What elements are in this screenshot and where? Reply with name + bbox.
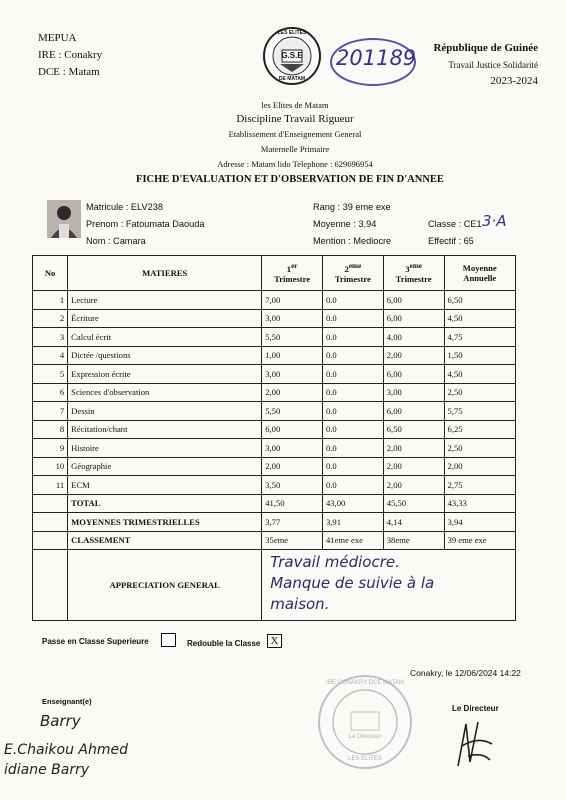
total-t1: 41,50 (262, 494, 323, 513)
appreciation-line-2: Manque de suivie à la (270, 574, 435, 592)
total-moy: 43,33 (444, 494, 515, 513)
student-effectif: Effectif : 65 (428, 236, 474, 246)
table-row (33, 346, 516, 365)
teacher-signature-1: Barry (40, 712, 81, 730)
row-t1: 3,50 (262, 476, 323, 495)
row-no: 5 (33, 365, 68, 384)
row-no: 7 (33, 402, 68, 421)
row-t3: 6,00 (383, 309, 444, 328)
row-t3: 3,00 (383, 383, 444, 402)
appreciation-line-3: maison. (270, 595, 330, 613)
row-no: 1 (33, 291, 68, 310)
student-nom: Nom : Camara (86, 236, 146, 246)
row-moy: 4,75 (444, 328, 515, 347)
school-address: Adresse : Matam lido Telephone : 629696954 (217, 159, 373, 169)
passe-label: Passe en Classe Superieure (42, 637, 149, 646)
row-t2: 0.0 (322, 309, 383, 328)
row-moy: 2,50 (444, 439, 515, 458)
row-matiere: Dessin (68, 402, 262, 421)
table-row (33, 309, 516, 328)
classement-label: CLASSEMENT (68, 531, 262, 550)
row-moy: 6,25 (444, 420, 515, 439)
table-row (33, 457, 516, 476)
classement-moy: 39 eme exe (444, 531, 515, 550)
school-logo (262, 26, 322, 86)
header-matieres: MATIERES (68, 256, 262, 291)
student-moyenne: Moyenne : 3,94 (313, 219, 377, 229)
row-no: 8 (33, 420, 68, 439)
total-label: TOTAL (68, 494, 262, 513)
classement-t1: 35eme (262, 531, 323, 550)
table-row (33, 383, 516, 402)
row-moy: 4,50 (444, 309, 515, 328)
row-t1: 7,00 (262, 291, 323, 310)
table-header-row (33, 256, 516, 291)
header-t2: 2eme Trimestre (322, 256, 383, 291)
row-t2: 0.0 (322, 439, 383, 458)
classement-row (33, 531, 516, 550)
appreciation-label: APPRECIATION GENERAL (68, 550, 262, 621)
student-matricule: Matricule : ELV238 (86, 202, 163, 212)
row-t2: 0.0 (322, 365, 383, 384)
student-mention: Mention : Mediocre (313, 236, 392, 246)
passe-checkbox[interactable] (161, 633, 176, 647)
teacher-signature-2: E.Chaikou Ahmed (4, 742, 128, 758)
handwritten-number: 201189 (336, 46, 417, 70)
row-matiere: Histoire (68, 439, 262, 458)
moyennes-t3: 4,14 (383, 513, 444, 532)
teacher-label: Enseignant(e) (42, 697, 92, 706)
row-t2: 0.0 (322, 291, 383, 310)
header-moyenne: Moyenne Annuelle (444, 256, 515, 291)
redouble-checkbox[interactable]: X (267, 634, 282, 648)
header-t3: 3eme Trimestre (383, 256, 444, 291)
ministry-label: MEPUA (38, 32, 77, 44)
row-no: 3 (33, 328, 68, 347)
row-t1: 2,00 (262, 457, 323, 476)
row-t1: 3,00 (262, 309, 323, 328)
row-matiere: Expression écrite (68, 365, 262, 384)
header-left (38, 30, 102, 81)
row-t2: 0.0 (322, 457, 383, 476)
row-t3: 6,00 (383, 402, 444, 421)
form-title: FICHE D'EVALUATION ET D'OBSERVATION DE FIN D'ANNEE (136, 174, 444, 185)
row-t1: 2,00 (262, 383, 323, 402)
row-matiere: Écriture (68, 309, 262, 328)
date-line: Conakry, le 12/06/2024 14:22 (410, 668, 521, 678)
row-moy: 6,50 (444, 291, 515, 310)
row-t3: 2,00 (383, 476, 444, 495)
school-name: les Elites de Matam (261, 100, 329, 110)
classe-handwritten: 3·A (482, 212, 507, 230)
row-no: 10 (33, 457, 68, 476)
row-t3: 6,50 (383, 420, 444, 439)
table-row (33, 439, 516, 458)
row-t1: 6,00 (262, 420, 323, 439)
total-t2: 43,00 (322, 494, 383, 513)
row-t1: 5,50 (262, 328, 323, 347)
row-t3: 2,00 (383, 439, 444, 458)
country-label: République de Guinée (433, 42, 538, 54)
row-moy: 5,75 (444, 402, 515, 421)
dce-label: DCE : Matam (38, 66, 100, 78)
row-matiere: Récitation/chant (68, 420, 262, 439)
moyennes-t2: 3,91 (322, 513, 383, 532)
total-row (33, 494, 516, 513)
row-t1: 3,00 (262, 439, 323, 458)
classement-t3: 38eme (383, 531, 444, 550)
row-t2: 0.0 (322, 346, 383, 365)
student-photo (47, 200, 81, 238)
school-info (150, 98, 440, 172)
row-t3: 6,00 (383, 291, 444, 310)
ire-label: IRE : Conakry (38, 49, 103, 61)
moyennes-t1: 3,77 (262, 513, 323, 532)
logo-bottom-text: DE MATAM (278, 76, 306, 82)
header-t1: 1er Trimestre (262, 256, 323, 291)
teacher-signature-3: idiane Barry (4, 762, 90, 778)
table-row (33, 476, 516, 495)
redouble-label: Redouble la Classe (187, 639, 261, 648)
table-row (33, 328, 516, 347)
row-moy: 2,00 (444, 457, 515, 476)
header-no: No (33, 256, 68, 291)
stamp-center-text: Le Directeur (348, 734, 382, 740)
country-motto: Travail Justice Solidarité (448, 60, 538, 70)
classement-t2: 41eme exe (322, 531, 383, 550)
row-t2: 0.0 (322, 476, 383, 495)
row-t3: 2,00 (383, 457, 444, 476)
table-row (33, 365, 516, 384)
row-t3: 4,00 (383, 328, 444, 347)
moyennes-moy: 3,94 (444, 513, 515, 532)
logo-top-text: LES ELITES (277, 30, 307, 36)
row-matiere: Dictée /questions (68, 346, 262, 365)
row-moy: 2,50 (444, 383, 515, 402)
row-t1: 5,50 (262, 402, 323, 421)
header-right (378, 40, 538, 89)
row-no: 4 (33, 346, 68, 365)
row-t1: 3,00 (262, 365, 323, 384)
row-no: 11 (33, 476, 68, 495)
row-t2: 0.0 (322, 402, 383, 421)
school-stamp (315, 672, 415, 772)
grades-table (32, 255, 516, 621)
row-t2: 0.0 (322, 420, 383, 439)
moyennes-row (33, 513, 516, 532)
row-t2: 0.0 (322, 383, 383, 402)
row-t1: 1,00 (262, 346, 323, 365)
row-t3: 6,00 (383, 365, 444, 384)
table-row (33, 291, 516, 310)
row-moy: 1,50 (444, 346, 515, 365)
row-t2: 0.0 (322, 328, 383, 347)
row-matiere: Calcul écrit (68, 328, 262, 347)
student-prenom: Prenom : Fatoumata Daouda (86, 219, 205, 229)
row-no: 9 (33, 439, 68, 458)
director-signature (448, 716, 498, 772)
row-no: 2 (33, 309, 68, 328)
student-info-right (428, 216, 482, 250)
row-matiere: Géographie (68, 457, 262, 476)
row-no: 6 (33, 383, 68, 402)
director-label: Le Directeur (452, 704, 499, 713)
school-level: Maternelle Primaire (260, 144, 330, 154)
moyennes-label: MOYENNES TRIMESTRIELLES (68, 513, 262, 532)
row-t3: 2,00 (383, 346, 444, 365)
school-motto: Discipline Travail Rigueur (236, 113, 354, 125)
logo-center-text: G.S.E (281, 51, 303, 60)
total-t3: 45,50 (383, 494, 444, 513)
student-classe: Classe : CE1 (428, 219, 482, 229)
appreciation-line-1: Travail médiocre. (270, 553, 400, 571)
student-info-left (86, 199, 204, 250)
school-type: Etablissement d'Enseignement General (228, 129, 362, 139)
table-row (33, 420, 516, 439)
appreciation-row (33, 550, 516, 621)
row-moy: 2,75 (444, 476, 515, 495)
student-info-mid (313, 199, 391, 250)
table-row (33, 402, 516, 421)
row-matiere: ECM (68, 476, 262, 495)
row-matiere: Sciences d'observation (68, 383, 262, 402)
row-matiere: Lecture (68, 291, 262, 310)
row-moy: 4,50 (444, 365, 515, 384)
school-year: 2023-2024 (490, 75, 538, 87)
student-rang: Rang : 39 eme exe (313, 202, 391, 212)
stamp-bottom-text: LES ELITES (348, 756, 382, 762)
appreciation-text (262, 550, 516, 621)
stamp-top-text: IRE CONAKRY DCE MATAM (326, 680, 404, 686)
